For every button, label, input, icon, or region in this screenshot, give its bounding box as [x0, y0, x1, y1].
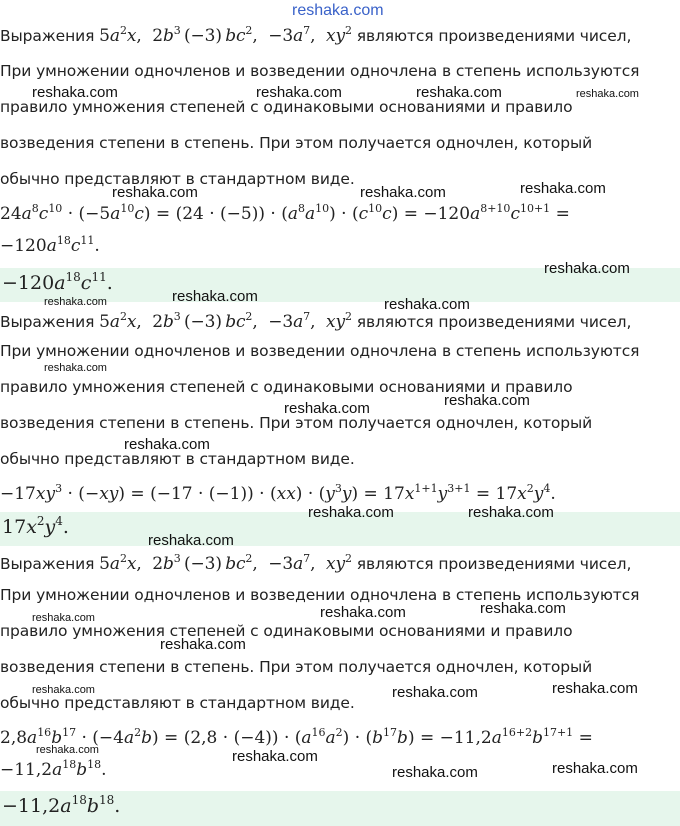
watermark: reshaka.com — [552, 760, 638, 777]
intro-line-2: При умножении одночленов и возведении одночлена в степень используются — [0, 586, 640, 604]
watermark: reshaka.com — [32, 84, 118, 101]
intro-line-5: обычно представляют в стандартном виде. — [0, 450, 355, 468]
answer-1: $-120a^{18}c^{11}$. — [2, 270, 113, 294]
intro-line-4: возведения степени в степень. При этом получается одночлен, который — [0, 134, 593, 152]
watermark: reshaka.com — [320, 604, 406, 621]
watermark: reshaka.com — [576, 88, 639, 100]
watermark: reshaka.com — [520, 180, 606, 197]
intro-line-4: возведения степени в степень. При этом получается одночлен, который — [0, 658, 593, 676]
watermark: reshaka.com — [292, 2, 384, 19]
intro-line-3: правило умножения степеней с одинаковыми основаниями и правило — [0, 622, 573, 640]
calc-line-3a: $2,8a^{16}b^{17} \cdot (-4a^2b) = (2,8 \cdot (-4)) \cdot (a^{16}a^2) \cdot (b^{17}b) = -11,2a^{16+2}b^{17+1}$ = — [0, 726, 593, 748]
intro-line-5: обычно представляют в стандартном виде. — [0, 170, 355, 188]
watermark: reshaka.com — [544, 260, 630, 277]
intro-line-3: правило умножения степеней с одинаковыми основаниями и правило — [0, 378, 573, 396]
answer-3: $-11,2a^{18}b^{18}$. — [2, 793, 121, 817]
intro-line-1: Выражения $5a^2x$, $2b^3$ (−3) $bc^2$, $-3a^7$, $xy^2$ являются произведениями чисел, — [0, 310, 632, 332]
intro-line-4: возведения степени в степень. При этом получается одночлен, который — [0, 414, 593, 432]
watermark: reshaka.com — [284, 400, 370, 417]
watermark: reshaka.com — [112, 184, 198, 201]
watermark: reshaka.com — [480, 600, 566, 617]
watermark: reshaka.com — [44, 296, 107, 308]
watermark: reshaka.com — [308, 504, 394, 521]
watermark: reshaka.com — [392, 764, 478, 781]
intro-line-2: При умножении одночленов и возведении одночлена в степень используются — [0, 342, 640, 360]
watermark: reshaka.com — [148, 532, 234, 549]
intro-line-2: При умножении одночленов и возведении одночлена в степень используются — [0, 62, 640, 80]
calc-line-2a: $-17xy^3 \cdot (-xy) = (-17 \cdot (-1)) \cdot (xx) \cdot (y^3y) = 17x^{1+1}y^{3+1} = 17x^2y^4$. — [0, 482, 556, 504]
watermark: reshaka.com — [124, 436, 210, 453]
intro-line-3: правило умножения степеней с одинаковыми основаниями и правило — [0, 98, 573, 116]
calc-line-3b: $-11,2a^{18}b^{18}$. — [0, 758, 107, 780]
intro-line-1: Выражения $5a^2x$, $2b^3$ (−3) $bc^2$, $-3a^7$, $xy^2$ являются произведениями чисел, — [0, 24, 632, 46]
watermark: reshaka.com — [360, 184, 446, 201]
watermark: reshaka.com — [160, 636, 246, 653]
watermark: reshaka.com — [256, 84, 342, 101]
watermark: reshaka.com — [172, 288, 258, 305]
watermark: reshaka.com — [444, 392, 530, 409]
watermark: reshaka.com — [36, 744, 99, 756]
watermark: reshaka.com — [232, 748, 318, 765]
answer-2: $17x^2y^4$. — [2, 514, 69, 538]
intro-line-1: Выражения $5a^2x$, $2b^3$ (−3) $bc^2$, $-3a^7$, $xy^2$ являются произведениями чисел, — [0, 552, 632, 574]
calc-line-1b: $-120a^{18}c^{11}$. — [0, 234, 100, 256]
watermark: reshaka.com — [416, 84, 502, 101]
watermark: reshaka.com — [44, 362, 107, 374]
watermark: reshaka.com — [32, 684, 95, 696]
watermark: reshaka.com — [392, 684, 478, 701]
watermark: reshaka.com — [384, 296, 470, 313]
watermark: reshaka.com — [552, 680, 638, 697]
calc-line-1a: $24a^8c^{10} \cdot (-5a^{10}c) = (24 \cdot (-5)) \cdot (a^8a^{10}) \cdot (c^{10}c) = -120a^{8+10}c^{10+1}$ = — [0, 202, 570, 224]
watermark: reshaka.com — [468, 504, 554, 521]
watermark: reshaka.com — [32, 612, 95, 624]
intro-line-5: обычно представляют в стандартном виде. — [0, 694, 355, 712]
